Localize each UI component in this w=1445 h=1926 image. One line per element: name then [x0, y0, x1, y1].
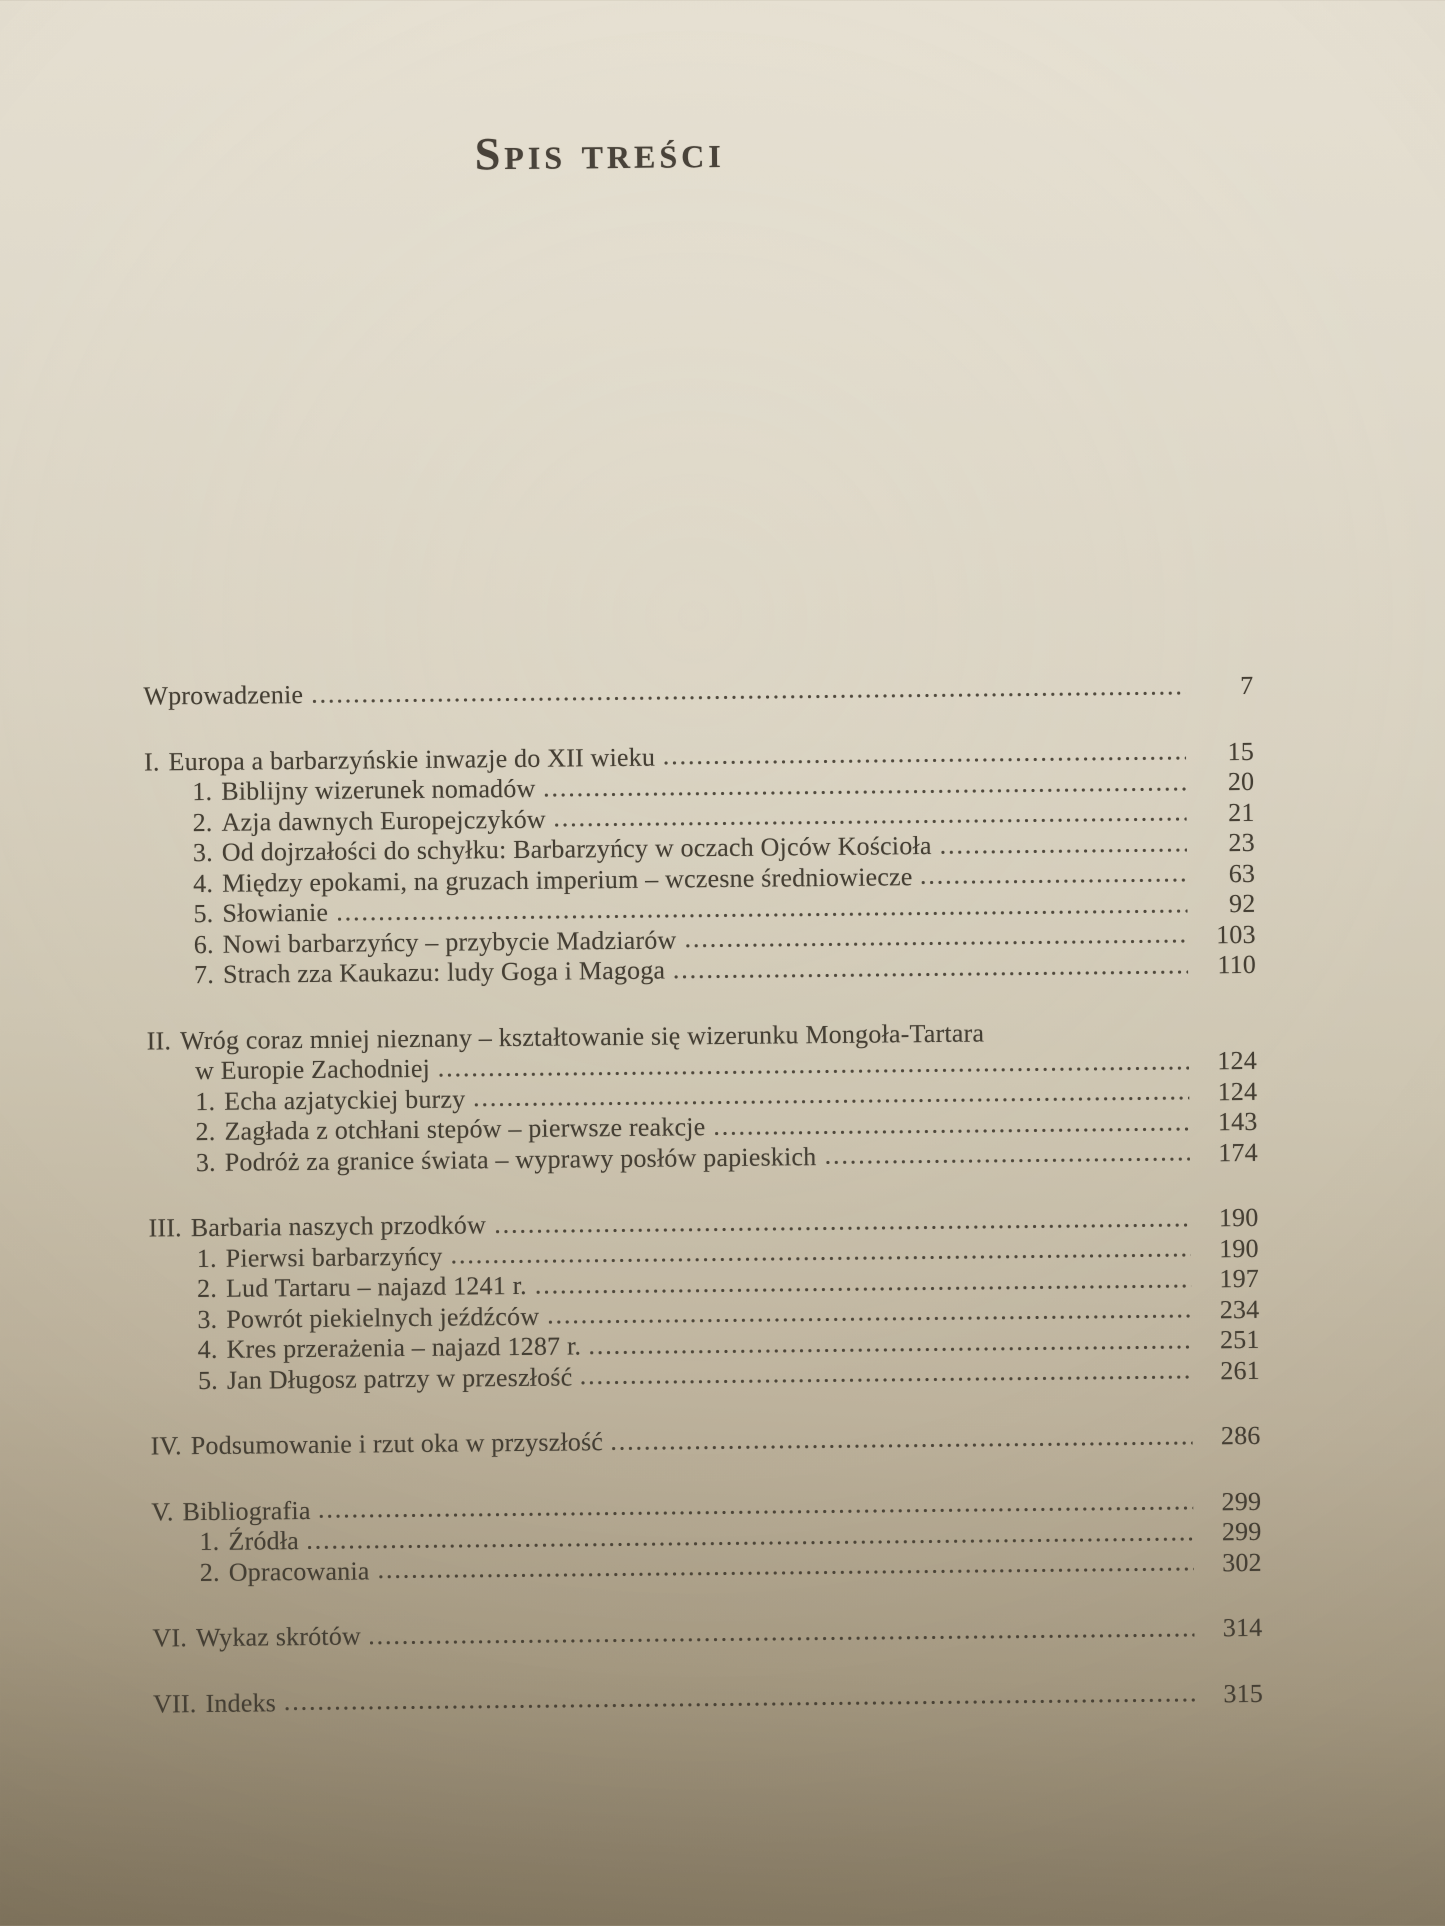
entry-label: Biblijny wizerunek nomadów — [221, 773, 536, 806]
dot-leader — [941, 847, 1187, 854]
entry-label: Bibliografia — [182, 1495, 311, 1526]
entry-number: 1. — [196, 1243, 217, 1273]
entry-label: Kres przerażenia – najazd 1287 r. — [226, 1331, 582, 1364]
entry-label: Azja dawnych Europejczyków — [221, 804, 546, 837]
entry-page-number: 286 — [1220, 1420, 1261, 1451]
dot-leader — [379, 1567, 1194, 1580]
entry-number: V. — [151, 1496, 174, 1527]
entry-number: 6. — [193, 929, 214, 959]
entry-page-number: 103 — [1215, 919, 1256, 949]
entry-number: 5. — [197, 1365, 219, 1395]
entry-label: Echa azjatyckiej burzy — [224, 1083, 466, 1116]
dot-leader — [664, 756, 1186, 766]
entry-page-number: 299 — [1221, 1516, 1262, 1547]
dot-leader — [312, 690, 1185, 703]
entry-label: Zagłada z otchłani stepów – pierwsze reakcje — [224, 1112, 706, 1146]
dot-leader — [337, 908, 1187, 921]
entry-number: 2. — [196, 1273, 218, 1304]
toc-entry — [143, 671, 1253, 712]
entry-page-number: 124 — [1217, 1045, 1258, 1076]
entry-page-number: 302 — [1222, 1547, 1262, 1577]
entry-page-number: 20 — [1227, 766, 1255, 797]
dot-leader — [320, 1506, 1194, 1519]
toc-entry — [152, 1613, 1262, 1654]
entry-page-number: 234 — [1219, 1294, 1260, 1324]
entry-number: III. — [148, 1213, 182, 1243]
entry-page-number: 314 — [1222, 1612, 1263, 1643]
entry-number: 3. — [197, 1304, 218, 1334]
entry-number: 4. — [197, 1334, 218, 1365]
entry-page-number: 110 — [1217, 949, 1257, 980]
entry-number: 2. — [199, 1557, 220, 1587]
dot-leader — [370, 1632, 1195, 1645]
entry-page-number: 251 — [1219, 1324, 1260, 1355]
entry-page-number: 63 — [1228, 858, 1256, 888]
toc-list — [143, 671, 1263, 1720]
entry-page-number: 190 — [1219, 1233, 1259, 1263]
dot-leader — [714, 1126, 1189, 1136]
entry-number: 3. — [195, 1147, 216, 1177]
entry-label: Strach zza Kaukazu: ludy Goga i Magoga — [222, 955, 666, 989]
entry-label: Opracowania — [228, 1555, 370, 1587]
dot-leader — [612, 1440, 1193, 1451]
entry-label: Wykaz skrótów — [195, 1621, 362, 1653]
dot-leader — [825, 1157, 1189, 1165]
entry-page-number: 197 — [1219, 1263, 1260, 1294]
entry-number: 3. — [192, 837, 213, 868]
dot-leader — [555, 817, 1187, 828]
entry-page-number: 21 — [1228, 797, 1255, 827]
dot-leader — [308, 1536, 1194, 1550]
entry-label: Od dojrzałości do schyłku: Barbarzyńcy w oczach Ojców Kościoła — [221, 830, 932, 867]
dot-leader — [545, 786, 1187, 797]
entry-number: 5. — [193, 898, 214, 929]
entry-page-number: 92 — [1228, 888, 1256, 919]
entry-page-number: 174 — [1218, 1137, 1258, 1167]
dot-leader — [548, 1314, 1191, 1325]
dot-leader — [590, 1344, 1192, 1355]
entry-label: Europa a barbarzyńskie inwazje do XII wieku — [168, 742, 656, 776]
entry-label: Powrót piekielnych jeźdźców — [226, 1301, 540, 1334]
entry-label: Wróg coraz mniej nieznany – kształtowanie się wizerunku Mongoła-Tartara — [179, 1017, 985, 1055]
dot-leader — [581, 1375, 1192, 1386]
entry-label: Barbaria naszych przodków — [190, 1210, 487, 1243]
dot-leader — [685, 939, 1187, 949]
entry-label: Nowi barbarzyńcy – przybycie Madziarów — [222, 924, 677, 959]
entry-page-number: 143 — [1217, 1106, 1258, 1137]
entry-page-number: 23 — [1228, 827, 1256, 858]
entry-number: 2. — [192, 807, 213, 837]
entry-label: Podróż za granice świata – wyprawy posłów papieskich — [224, 1141, 817, 1177]
entry-page-number: 15 — [1227, 736, 1255, 766]
toc-entry — [153, 1678, 1263, 1719]
dot-leader — [495, 1222, 1191, 1234]
entry-number: IV. — [150, 1431, 182, 1461]
entry-label: Słowianie — [222, 897, 329, 928]
dot-leader — [922, 878, 1188, 886]
dot-leader — [674, 969, 1188, 979]
entry-number: I. — [143, 746, 160, 777]
entry-number: VI. — [152, 1623, 188, 1653]
entry-number: VII. — [152, 1688, 197, 1718]
entry-page-number: 7 — [1240, 670, 1254, 701]
entry-number: II. — [146, 1025, 172, 1056]
entry-label: w Europie Zachodniej — [194, 1053, 431, 1086]
entry-label: Między epokami, na gruzach imperium – wczesne średniowiecze — [221, 861, 913, 898]
dot-leader — [536, 1283, 1191, 1294]
entry-page-number: 124 — [1217, 1076, 1258, 1106]
dot-leader — [285, 1697, 1195, 1711]
page-title: Spis treści — [474, 125, 725, 180]
entry-page-number: 299 — [1221, 1486, 1262, 1516]
entry-number: 1. — [195, 1086, 216, 1116]
entry-label: Podsumowanie i rzut oka w przyszłość — [190, 1427, 604, 1461]
entry-number: 2. — [195, 1116, 216, 1147]
dot-leader — [452, 1253, 1191, 1265]
entry-number: 4. — [193, 868, 214, 898]
entry-page-number: 261 — [1220, 1355, 1261, 1385]
toc-entry — [150, 1421, 1260, 1462]
entry-number: 1. — [192, 776, 213, 807]
entry-label: Źródła — [228, 1526, 300, 1556]
entry-label: Jan Długosz patrzy w przeszłość — [226, 1361, 573, 1395]
entry-number: 7. — [193, 959, 215, 990]
dot-leader — [439, 1065, 1189, 1077]
dot-leader — [474, 1096, 1189, 1108]
entry-label: Indeks — [205, 1687, 277, 1718]
entry-number: 1. — [199, 1526, 220, 1557]
entry-label: Wprowadzenie — [143, 680, 304, 711]
entry-page-number: 315 — [1223, 1678, 1264, 1708]
entry-label: Lud Tartaru – najazd 1241 r. — [225, 1270, 527, 1303]
entry-page-number: 190 — [1218, 1202, 1259, 1233]
entry-label: Pierwsi barbarzyńcy — [225, 1241, 443, 1273]
